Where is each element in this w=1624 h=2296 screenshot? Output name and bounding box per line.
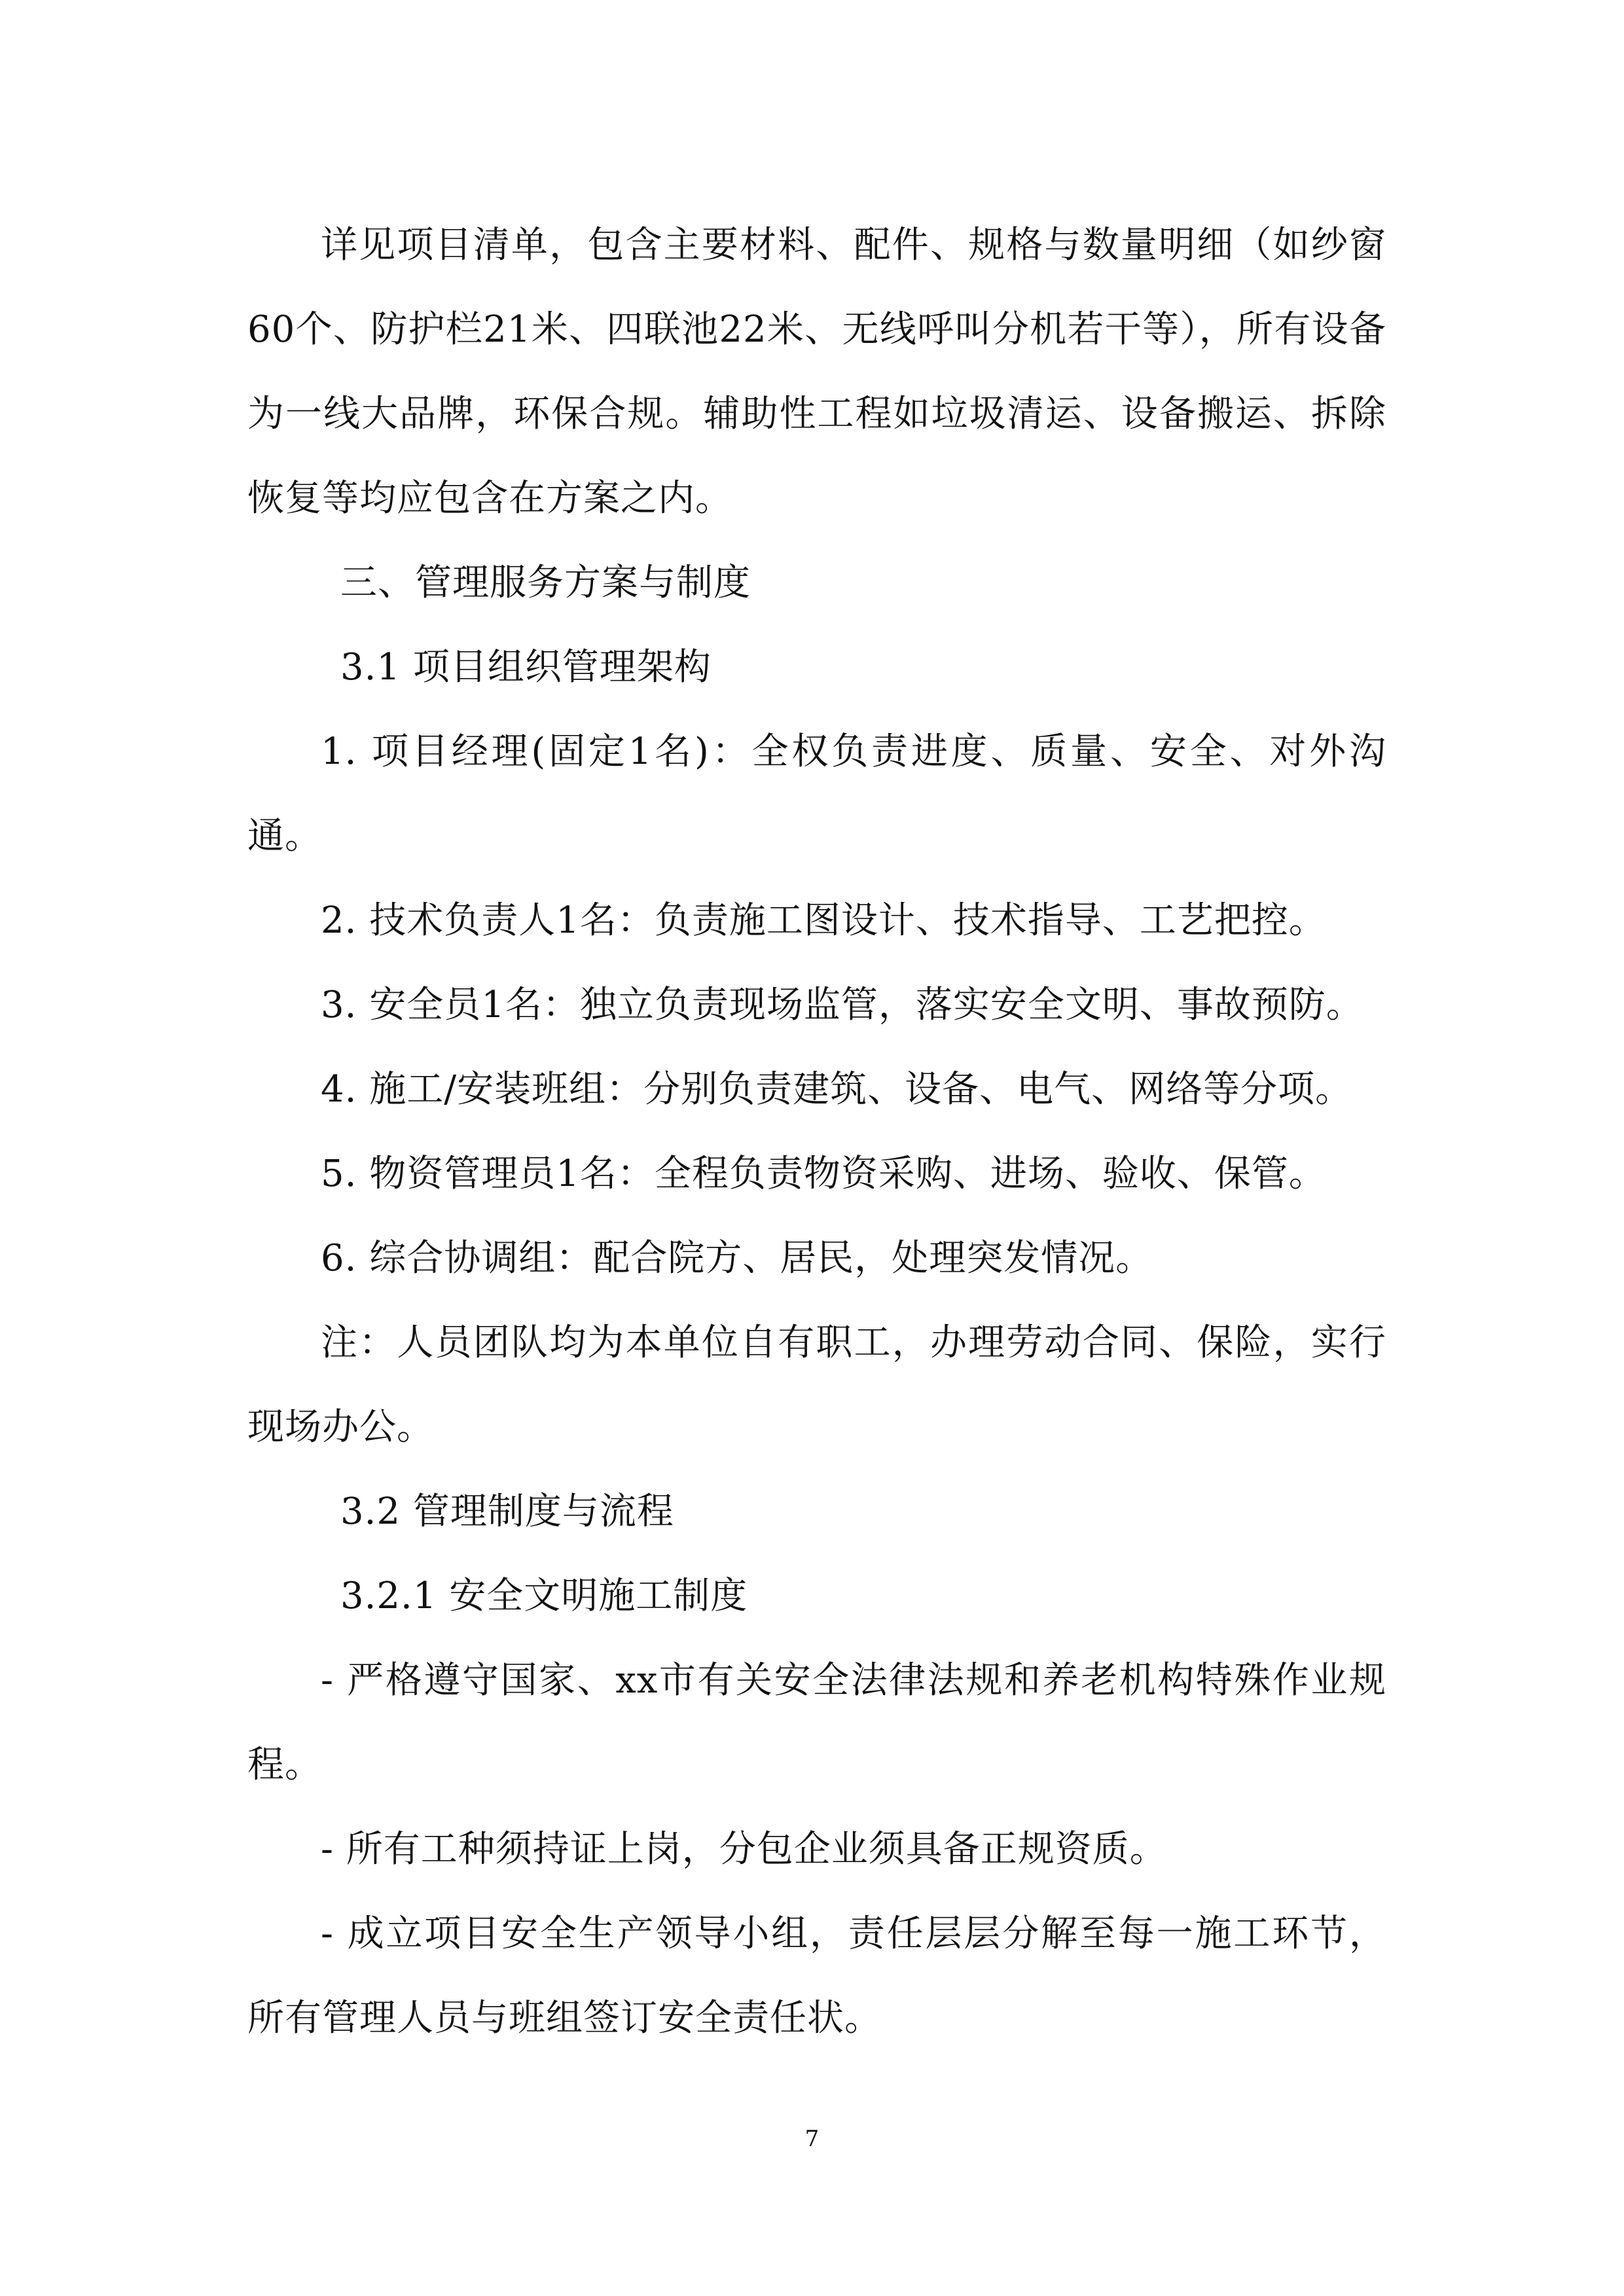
- page-content: [247, 203, 1386, 2060]
- intro-paragraph: 详见项目清单，包含主要材料、配件、规格与数量明细（如纱窗60个、防护栏21米、四联池22米、无线呼叫分机若干等），所有设备为一线大品牌，环保合规。辅助性工程如垃圾清运、设备搬运、拆除恢复等均应包含在方案之内。: [247, 224, 1386, 520]
- page-number: 7: [804, 2126, 820, 2152]
- staff-note: 注：人员团队均为本单位自有职工，办理劳动合同、保险，实行现场办公。: [247, 1321, 1386, 1448]
- org-item-3: 3. 安全员1名：独立负责现场监管，落实安全文明、事故预防。: [321, 984, 1363, 1026]
- org-item-1: 1. 项目经理(固定1名)：全权负责进度、质量、安全、对外沟通。: [247, 730, 1386, 857]
- org-item-2: 2. 技术负责人1名：负责施工图设计、技术指导、工艺把控。: [321, 899, 1326, 942]
- safety-item-1: - 严格遵守国家、xx市有关安全法律法规和养老机构特殊作业规程。: [247, 1659, 1386, 1786]
- safety-item-3: - 成立项目安全生产领导小组，责任层层分解至每一施工环节，所有管理人员与班组签订安全责任状。: [247, 1912, 1386, 2039]
- org-item-6: 6. 综合协调组：配合院方、居民，处理突发情况。: [321, 1237, 1153, 1280]
- org-item-4: 4. 施工/安装班组：分别负责建筑、设备、电气、网络等分项。: [321, 1068, 1353, 1111]
- safety-item-2: - 所有工种须持证上岗，分包企业须具备正规资质。: [321, 1828, 1167, 1871]
- section-3-2-heading: 3.2 管理制度与流程: [340, 1490, 674, 1533]
- section-3-1-heading: 3.1 项目组织管理架构: [340, 646, 712, 689]
- section-3-2-1-heading: 3.2.1 安全文明施工制度: [340, 1575, 748, 1617]
- section-3-heading: 三、管理服务方案与制度: [340, 562, 751, 604]
- org-item-5: 5. 物资管理员1名：全程负责物资采购、进场、验收、保管。: [321, 1153, 1326, 1195]
